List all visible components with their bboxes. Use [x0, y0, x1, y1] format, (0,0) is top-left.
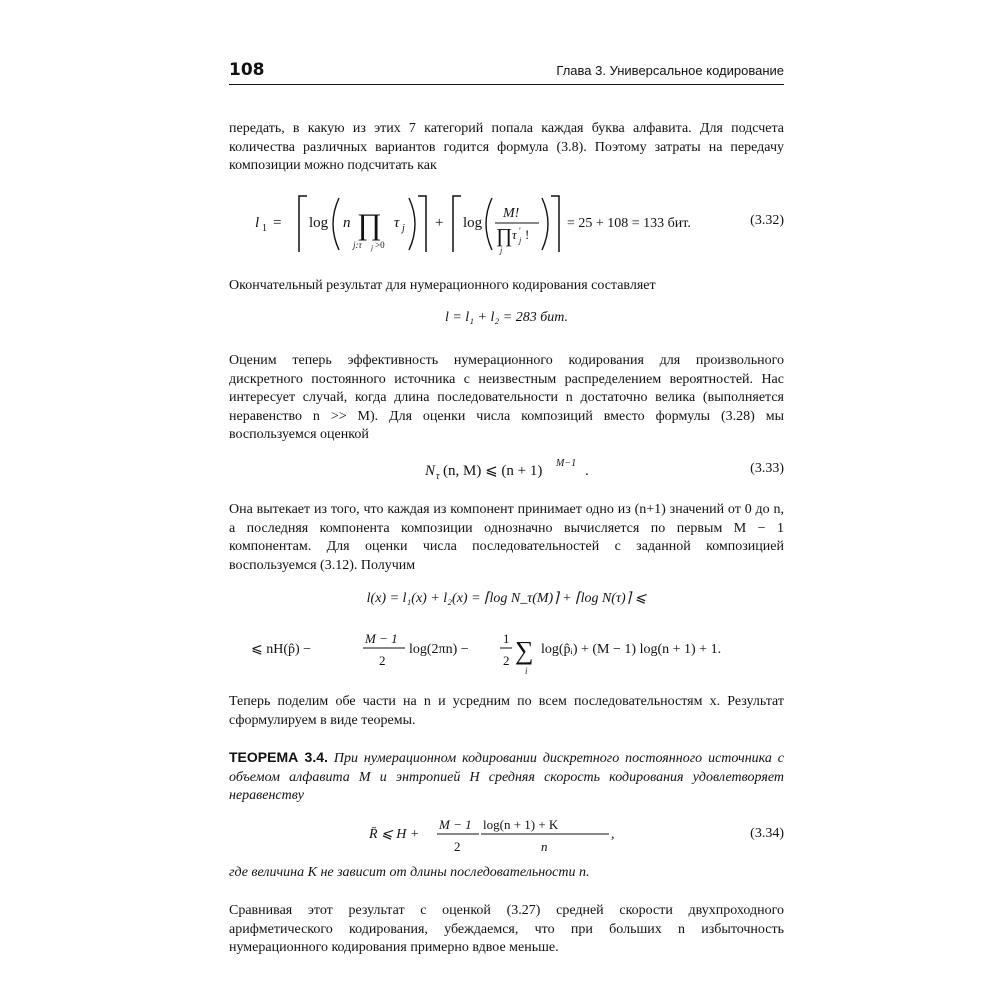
- product-symbol-2: ∏: [496, 225, 513, 247]
- ceil-left-bracket: [299, 196, 307, 252]
- eqlx2-tail: log(p̂ᵢ) + (M − 1) log(n + 1) + 1.: [541, 642, 722, 657]
- eq334-tail: ,: [611, 827, 615, 842]
- ceil-right-bracket-2: [551, 196, 559, 252]
- equation-lx-line1: [229, 590, 784, 612]
- eq332-den-sub: j: [519, 236, 522, 245]
- eq332-tau: τ: [394, 215, 400, 231]
- theorem-label: ТЕОРЕМА 3.4.: [229, 749, 328, 765]
- paren-left: [333, 198, 339, 250]
- eq333-tail: .: [585, 463, 589, 479]
- equation-l-total: [229, 310, 784, 332]
- eq334-frac1-den: 2: [454, 839, 461, 854]
- eq334-lhs: R̄ ⩽ H +: [369, 827, 420, 842]
- eq332-n: n: [343, 215, 351, 231]
- eqlx2-sum-sub: i: [525, 666, 528, 676]
- paragraph-7: Сравнивая этот результат с оценкой (3.27) средней скорости двухпроходного арифметического кодирования, убеждаемся, что при больших n избыточность нумерационного кодирования примерно вдвое меньше.: [229, 903, 784, 956]
- eqlx2-mid: log(2πn) −: [409, 642, 469, 657]
- eq333-lhs: N: [425, 463, 436, 479]
- theorem-text: При нумерационном кодировании дискретного постоянного источника с объемом алфавита M и энтропией H средняя скорость кодирования удовлетворяет неравенству: [229, 751, 785, 804]
- eq332-num: M!: [503, 206, 520, 221]
- eq332-prod-sub-j: j: [371, 244, 373, 252]
- equation-l-total-text: l = l₁ + l₂ = 283 бит.: [444, 310, 569, 325]
- eqlx2-lead: ⩽ nH(p̂) −: [251, 642, 312, 657]
- equation-3-34: [229, 814, 784, 858]
- eq332-den-prime: ′: [519, 226, 521, 236]
- page-number: 108: [229, 60, 265, 80]
- paren-right: [409, 198, 415, 250]
- ceil-left-bracket-2: [453, 196, 461, 252]
- equation-3-33-formula: [229, 455, 649, 485]
- equation-number-3-34: (3.34): [750, 826, 784, 841]
- theorem-3-4: [229, 748, 784, 806]
- paragraph-3: Оценим теперь эффективность нумерационного кодирования для произвольного дискретного постоянного источника с неизвестным распределением вероятностей. Нас интересует случай, когда длина последовательности n достаточно велика (выполняется неравенство n >> M). Для оценки числа композиций вместо формулы (3.28) мы воспользуемся оценкой: [229, 353, 784, 443]
- equation-3-34-formula: [229, 814, 649, 858]
- eq332-l: l: [255, 215, 260, 231]
- paragraph-5: Теперь поделим обе части на n и усредним по всем последовательностям x. Результат сформулируем в виде теоремы.: [229, 694, 784, 728]
- eqlx2-frac1-den: 2: [379, 653, 386, 668]
- eq332-den-prod-sub: j: [500, 246, 503, 255]
- equation-3-32-formula: [229, 190, 749, 256]
- sum-symbol: ∑: [515, 636, 534, 665]
- paragraph-4: Она вытекает из того, что каждая из компонент принимает одно из (n+1) значений от 0 до n, а последняя компонента композиции однозначно вычисляется по первым M − 1 компонентам. Для оценки числа последовательностей с заданной композицией воспользуемся (3.12). Получим: [229, 502, 784, 573]
- eq332-prod-sub-tail: >0: [375, 240, 385, 250]
- equation-lx-line1-text: l(x) = l₁(x) + l₂(x) = ⌈log N_τ(M)⌉ + ⌈log N(τ)⌉ ⩽: [366, 591, 647, 606]
- product-symbol-1: ∏: [357, 208, 382, 241]
- eq332-eq: =: [273, 215, 282, 231]
- eq332-log2: log: [463, 215, 483, 231]
- paren-left-2: [486, 198, 492, 250]
- eqlx2-frac2-num: 1: [503, 631, 510, 646]
- eq332-prod-sub: j:τ: [353, 240, 362, 250]
- paren-right-2: [542, 198, 548, 250]
- eqlx2-frac2-den: 2: [503, 653, 510, 668]
- eq334-frac2-den: n: [541, 839, 548, 854]
- paragraph-1: передать, в какую из этих 7 категорий попала каждая буква алфавита. Для подсчета количества различных вариантов годится формула (3.8). Поэтому затраты на передачу композиции можно подсчитать как: [229, 121, 784, 174]
- eq334-frac1-num: M − 1: [439, 817, 472, 832]
- eq332-den-tau: τ: [512, 227, 517, 242]
- eq332-sub1: 1: [262, 223, 267, 234]
- eq333-exp: M−1: [556, 458, 577, 469]
- paragraph-6: где величина K не зависит от длины последовательности n.: [229, 865, 590, 880]
- equation-3-32: [229, 190, 784, 256]
- equation-number-3-33: (3.33): [750, 461, 784, 476]
- equation-3-33: [229, 455, 784, 485]
- eq332-plus: +: [435, 215, 444, 231]
- eq332-log1: log: [309, 215, 329, 231]
- equation-number-3-32: (3.32): [750, 213, 784, 228]
- eq334-frac2-num: log(n + 1) + K: [483, 817, 559, 832]
- ceil-right-bracket: [418, 196, 426, 252]
- eq333-lhs-args: (n, M) ⩽ (n + 1): [443, 463, 543, 479]
- eq332-tau-sub: j: [402, 223, 405, 234]
- paragraph-2: Окончательный результат для нумерационного кодирования составляет: [229, 278, 656, 293]
- eqlx2-frac1-num: M − 1: [365, 631, 398, 646]
- eq333-lhs-sub: τ: [436, 471, 440, 482]
- equation-lx-line2: [229, 626, 784, 676]
- eq332-den-bang: !: [525, 227, 530, 242]
- equation-lx-line2-formula: [229, 626, 784, 676]
- eq332-result: = 25 + 108 = 133 бит.: [567, 216, 691, 231]
- running-head: Глава 3. Универсальное кодирование: [556, 63, 784, 78]
- page-header: [229, 60, 784, 85]
